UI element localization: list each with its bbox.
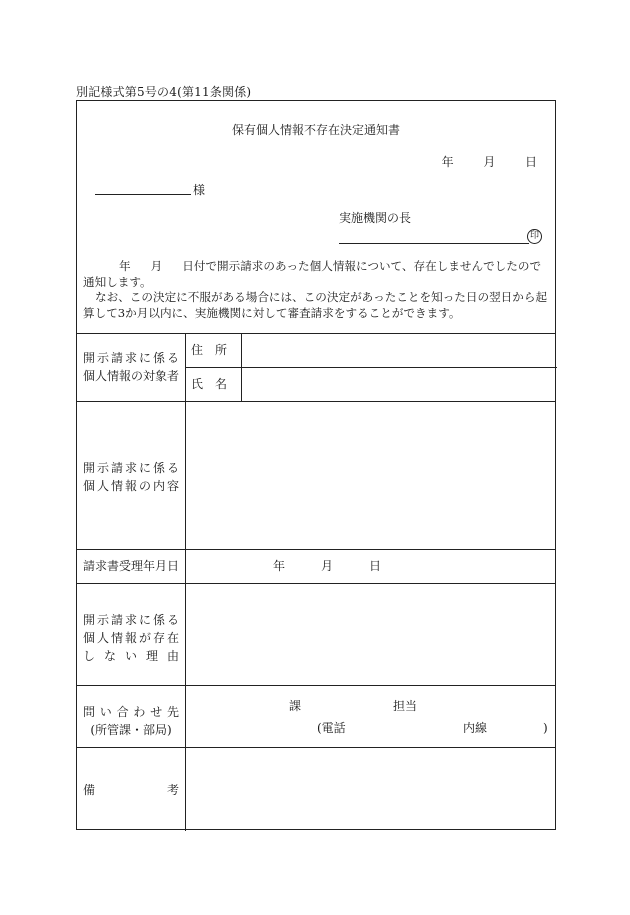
addressee-blank[interactable] (95, 194, 191, 195)
received-month: 月 (321, 559, 334, 573)
address-label: 住 所 (191, 343, 228, 357)
reason-label-line2: 個人情報が存在 (83, 631, 179, 645)
issuer-blank[interactable] (339, 243, 529, 244)
content-label-line2: 個人情報の内容 (83, 479, 179, 493)
notice-form (76, 100, 556, 830)
header-date-day: 日 (524, 155, 537, 169)
addressee-suffix: 様 (193, 183, 206, 197)
header-date (442, 153, 537, 170)
header-date-year: 年 (441, 155, 454, 169)
reason-field[interactable] (186, 584, 556, 684)
seal-mark: 印 (527, 229, 542, 244)
reason-label-line1: 開示請求に係る (83, 613, 179, 627)
remarks-label-1: 備 (83, 783, 96, 797)
contact-label-line1: 問い合わせ先 (83, 705, 179, 719)
form-code: 別記様式第5号の4(第11条関係) (76, 85, 252, 99)
body-line4: 算して3か月以内に、実施機関に対して審査請求をすることができます。 (83, 305, 461, 320)
divider (77, 685, 555, 686)
contact-label-line2: (所管課・部局) (90, 723, 172, 737)
remarks-label (83, 781, 179, 799)
form-title: 保有個人情報不存在決定通知書 (231, 123, 400, 137)
body-year: 年 (119, 259, 131, 273)
contact-section: 課 (289, 699, 302, 713)
subject-label-line2: 個人情報の対象者 (83, 369, 180, 383)
body-line1: 日付で開示請求のあった個人情報について、存在しませんでしたので (182, 259, 542, 273)
received-label: 請求書受理年月日 (83, 559, 180, 573)
contact-label (83, 703, 179, 739)
content-label-line1: 開示請求に係る (83, 461, 179, 475)
body-line2: 通知します。 (83, 274, 152, 289)
contact-person: 担当 (393, 699, 418, 713)
received-year: 年 (273, 559, 286, 573)
body-month: 月 (150, 259, 163, 273)
address-field[interactable] (242, 334, 556, 366)
name-label: 氏 名 (191, 377, 228, 391)
contact-phone: (電話 (317, 721, 346, 735)
subject-label-line1: 開示請求に係る (83, 351, 179, 365)
subject-label (83, 349, 179, 385)
contact-close: ) (543, 721, 548, 735)
body-line3: なお、この決定に不服がある場合には、この決定があったことを知った日の翌日から起 (95, 290, 548, 304)
content-label (83, 459, 179, 495)
notice-body (83, 259, 553, 321)
content-field[interactable] (186, 402, 556, 548)
reason-label (83, 611, 179, 665)
contact-extension: 内線 (463, 721, 488, 735)
reason-label-line3: しない理由 (83, 649, 179, 663)
received-date[interactable] (273, 557, 381, 575)
remarks-field[interactable] (186, 748, 556, 830)
header-date-month: 月 (483, 155, 496, 169)
received-day: 日 (369, 559, 382, 573)
remarks-label-2: 考 (166, 783, 179, 797)
name-field[interactable] (242, 368, 556, 400)
divider (77, 549, 555, 550)
issuer-title: 実施機関の長 (339, 211, 412, 225)
